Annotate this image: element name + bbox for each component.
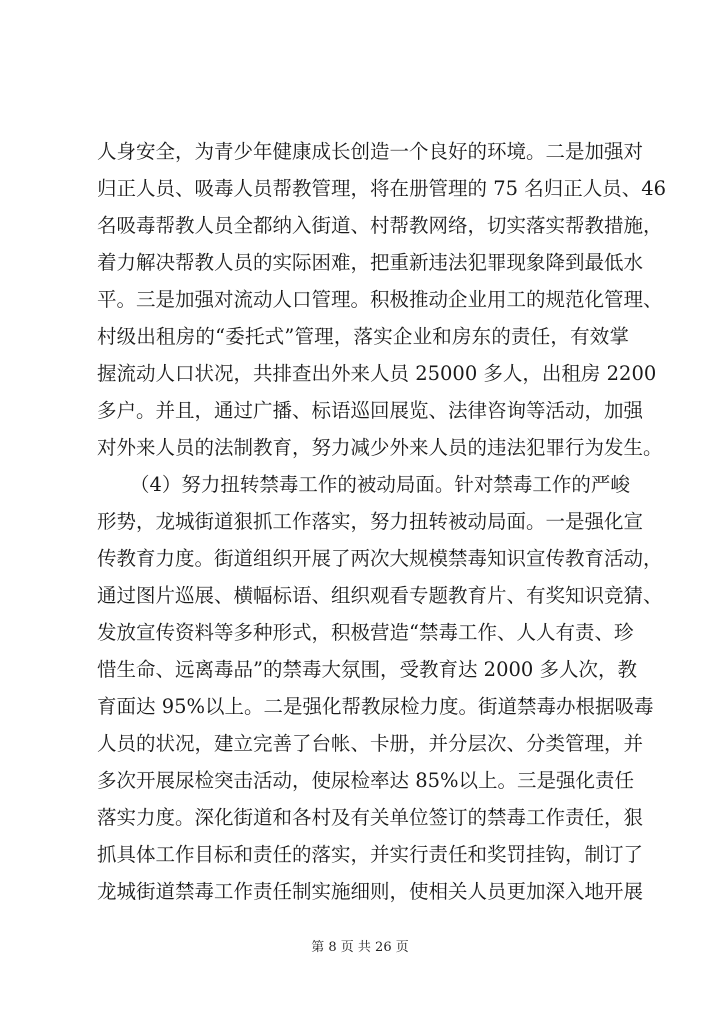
text-line: 归正人员、吸毒人员帮教管理，将在册管理的 75 名归正人员、46 <box>97 177 667 200</box>
text-line: 抓具体工作目标和责任的落实，并实行责任和奖罚挂钩，制订了 <box>97 843 644 866</box>
text-line: 着力解决帮教人员的实际困难，把重新违法犯罪现象降到最低水 <box>97 251 644 274</box>
text-line: 发放宣传资料等多种形式，积极营造“禁毒工作、人人有责、珍 <box>97 621 634 644</box>
text-line: 对外来人员的法制教育，努力减少外来人员的违法犯罪行为发生。 <box>97 436 663 459</box>
text-line: 传教育力度。街道组织开展了两次大规模禁毒知识宣传教育活动， <box>97 547 663 570</box>
text-line: 龙城街道禁毒工作责任制实施细则，使相关人员更加深入地开展 <box>97 880 644 903</box>
text-line: 多次开展尿检突击活动，使尿检率达 85%以上。三是强化责任 <box>97 769 635 792</box>
text-line: 人身安全，为青少年健康成长创造一个良好的环境。二是加强对 <box>97 140 644 163</box>
text-line: 名吸毒帮教人员全都纳入街道、村帮教网络，切实落实帮教措施， <box>97 214 663 237</box>
page-number-footer: 第 8 页 共 26 页 <box>311 940 409 955</box>
text-line: 多户。并且，通过广播、标语巡回展览、法律咨询等活动，加强 <box>97 399 644 422</box>
text-line: （4）努力扭转禁毒工作的被动局面。针对禁毒工作的严峻 <box>130 473 630 496</box>
text-line: 握流动人口状况，共排查出外来人员 25000 多人，出租房 2200 <box>97 362 657 385</box>
text-line: 落实力度。深化街道和各村及有关单位签订的禁毒工作责任，狠 <box>97 806 644 829</box>
text-line: 通过图片巡展、横幅标语、组织观看专题教育片、有奖知识竞猜、 <box>97 584 663 607</box>
text-line: 惜生命、远离毒品”的禁毒大氛围，受教育达 2000 多人次，教 <box>97 658 637 681</box>
text-line: 平。三是加强对流动人口管理。积极推动企业用工的规范化管理、 <box>97 288 663 311</box>
text-line: 村级出租房的“委托式”管理，落实企业和房东的责任，有效掌 <box>97 325 629 348</box>
text-line: 人员的状况，建立完善了台帐、卡册，并分层次、分类管理，并 <box>97 732 644 755</box>
text-line: 形势，龙城街道狠抓工作落实，努力扭转被动局面。一是强化宣 <box>97 510 644 533</box>
text-line: 育面达 95%以上。二是强化帮教尿检力度。街道禁毒办根据吸毒 <box>97 695 654 718</box>
